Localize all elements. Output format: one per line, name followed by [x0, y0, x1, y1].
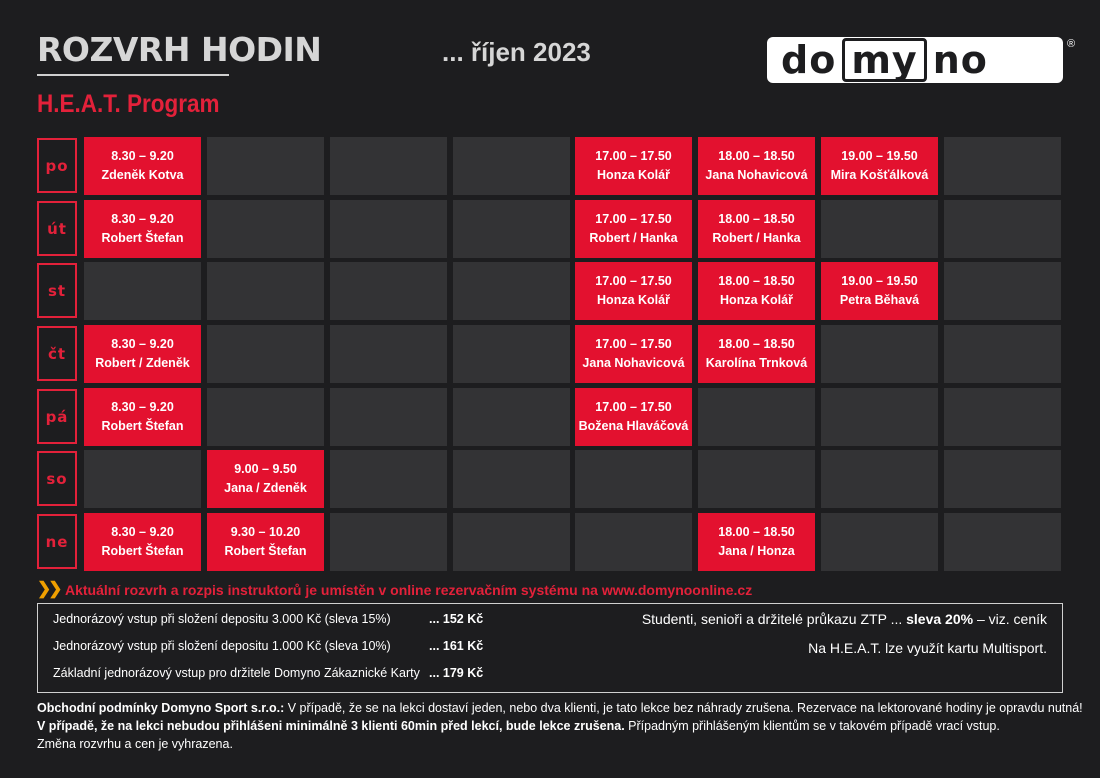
discount-info [642, 611, 1047, 627]
empty-slot [330, 513, 447, 571]
lesson-instructor: Robert Štefan [101, 419, 184, 433]
empty-slot [453, 388, 570, 446]
chevron-icon: ❯❯ [37, 579, 60, 598]
empty-slot [821, 513, 938, 571]
lesson-slot [698, 262, 815, 320]
lesson-instructor: Robert / Hanka [712, 231, 801, 245]
lesson-instructor: Honza Kolář [720, 293, 793, 307]
empty-slot [944, 262, 1061, 320]
empty-slot [821, 388, 938, 446]
lesson-slot [84, 200, 201, 258]
lesson-time: 19.00 – 19.50 [841, 149, 918, 163]
page-title: ROZVRH HODIN [37, 30, 322, 69]
multisport-info: Na H.E.A.T. lze využít kartu Multisport. [808, 640, 1047, 656]
terms-line-1 [37, 699, 1083, 717]
terms-heading: Obchodní podmínky Domyno Sport s.r.o.: [37, 701, 285, 715]
empty-slot [330, 200, 447, 258]
lesson-slot [698, 137, 815, 195]
terms-line-2 [37, 717, 1067, 735]
lesson-time: 17.00 – 17.50 [595, 337, 672, 351]
terms-text: Případným přihlášeným klientům se v takovém případě vrací vstup. [624, 719, 1000, 733]
lesson-instructor: Robert / Zdeněk [95, 356, 190, 370]
lesson-instructor: Honza Kolář [597, 293, 670, 307]
empty-slot [821, 200, 938, 258]
lesson-time: 18.00 – 18.50 [718, 212, 795, 226]
empty-slot [453, 137, 570, 195]
empty-slot [944, 450, 1061, 508]
lesson-time: 8.30 – 9.20 [111, 149, 174, 163]
empty-slot [944, 513, 1061, 571]
lesson-slot [207, 513, 324, 571]
lesson-slot [698, 325, 815, 383]
lesson-slot [575, 200, 692, 258]
empty-slot [207, 137, 324, 195]
price-value: ... 161 Kč [429, 639, 484, 653]
lesson-time: 18.00 – 18.50 [718, 274, 795, 288]
lesson-instructor: Robert Štefan [101, 231, 184, 245]
lesson-instructor: Robert / Hanka [589, 231, 678, 245]
lesson-slot [575, 388, 692, 446]
empty-slot [698, 388, 815, 446]
empty-slot [207, 388, 324, 446]
lesson-slot [84, 388, 201, 446]
empty-slot [207, 325, 324, 383]
lesson-time: 9.30 – 10.20 [230, 525, 301, 539]
empty-slot [330, 325, 447, 383]
lesson-instructor: Robert Štefan [101, 544, 184, 558]
lesson-instructor: Petra Běhavá [839, 293, 920, 307]
price-value: ... 179 Kč [429, 666, 484, 680]
lesson-time: 8.30 – 9.20 [111, 212, 174, 226]
lesson-instructor: Božena Hlaváčová [578, 419, 689, 433]
logo-text-my: my [842, 38, 926, 82]
terms-warning: V případě, že na lekci nebudou přihlášeni minimálně 3 klienti 60min před lekcí, bude lekce zrušena. [37, 719, 625, 733]
discount-amount: sleva 20% [906, 611, 974, 627]
discount-suffix: – viz. ceník [973, 611, 1047, 627]
lesson-slot [84, 513, 201, 571]
lesson-instructor: Jana Nohavicová [705, 168, 808, 182]
lesson-time: 18.00 – 18.50 [718, 149, 795, 163]
lesson-slot [84, 325, 201, 383]
lesson-slot [821, 262, 938, 320]
lesson-instructor: Robert Štefan [224, 544, 307, 558]
lesson-time: 17.00 – 17.50 [595, 400, 672, 414]
empty-slot [453, 325, 570, 383]
empty-slot [453, 513, 570, 571]
lesson-slot [575, 262, 692, 320]
empty-slot [84, 262, 201, 320]
empty-slot [453, 450, 570, 508]
domyno-logo [767, 37, 1063, 83]
empty-slot [944, 325, 1061, 383]
empty-slot [453, 262, 570, 320]
lesson-instructor: Mira Košťálková [830, 168, 929, 182]
lesson-instructor: Jana Nohavicová [582, 356, 685, 370]
empty-slot [575, 450, 692, 508]
day-label: pá [37, 389, 77, 444]
empty-slot [821, 325, 938, 383]
empty-slot [821, 450, 938, 508]
online-reservation-note: Aktuální rozvrh a rozpis instruktorů je umístěn v online rezervačním systému na www.domynoonline.cz [65, 582, 753, 598]
lesson-slot [84, 137, 201, 195]
lesson-time: 8.30 – 9.20 [111, 400, 174, 414]
lesson-slot [575, 137, 692, 195]
empty-slot [330, 388, 447, 446]
lesson-instructor: Jana / Honza [718, 544, 795, 558]
empty-slot [575, 513, 692, 571]
terms-text: V případě, že se na lekci dostaví jeden, nebo dva klienti, je tato lekce bez náhrady zrušena. Rezervace na lektorované hodiny je opravdu nutná! [284, 701, 1083, 715]
day-label: ne [37, 514, 77, 569]
lesson-time: 9.00 – 9.50 [234, 462, 297, 476]
lesson-slot [207, 450, 324, 508]
day-label: čt [37, 326, 77, 381]
lesson-time: 17.00 – 17.50 [595, 149, 672, 163]
lesson-time: 8.30 – 9.20 [111, 525, 174, 539]
empty-slot [698, 450, 815, 508]
lesson-slot [698, 200, 815, 258]
lesson-slot [821, 137, 938, 195]
lesson-instructor: Honza Kolář [597, 168, 670, 182]
day-label: út [37, 201, 77, 256]
page-subtitle: ... říjen 2023 [442, 37, 591, 67]
lesson-instructor: Karolína Trnková [705, 356, 808, 370]
program-name: H.E.A.T. Program [37, 90, 220, 118]
empty-slot [330, 450, 447, 508]
day-label: st [37, 263, 77, 318]
empty-slot [453, 200, 570, 258]
title-underline [37, 74, 229, 76]
lesson-instructor: Jana / Zdeněk [224, 481, 307, 495]
lesson-time: 17.00 – 17.50 [595, 212, 672, 226]
day-label: so [37, 451, 77, 506]
day-label: po [37, 138, 77, 193]
empty-slot [944, 200, 1061, 258]
price-label: Jednorázový vstup při složení depositu 1.000 Kč (sleva 10%) [53, 639, 391, 653]
lesson-slot [698, 513, 815, 571]
price-label: Základní jednorázový vstup pro držitele Domyno Zákaznické Karty [53, 666, 420, 680]
lesson-time: 18.00 – 18.50 [718, 337, 795, 351]
empty-slot [944, 388, 1061, 446]
registered-mark: ® [1067, 38, 1076, 50]
lesson-time: 19.00 – 19.50 [841, 274, 918, 288]
lesson-instructor: Zdeněk Kotva [101, 168, 184, 182]
empty-slot [944, 137, 1061, 195]
empty-slot [207, 200, 324, 258]
lesson-slot [575, 325, 692, 383]
logo-text-no: no [932, 38, 988, 82]
terms-line-3: Změna rozvrhu a cen je vyhrazena. [37, 737, 233, 751]
price-value: ... 152 Kč [429, 612, 484, 626]
lesson-time: 8.30 – 9.20 [111, 337, 174, 351]
empty-slot [330, 262, 447, 320]
empty-slot [207, 262, 324, 320]
lesson-time: 17.00 – 17.50 [595, 274, 672, 288]
empty-slot [84, 450, 201, 508]
logo-text-do: do [781, 38, 837, 82]
discount-prefix: Studenti, senioři a držitelé průkazu ZTP ... [641, 611, 907, 627]
empty-slot [330, 137, 447, 195]
price-label: Jednorázový vstup při složení depositu 3.000 Kč (sleva 15%) [53, 612, 391, 626]
lesson-time: 18.00 – 18.50 [718, 525, 795, 539]
